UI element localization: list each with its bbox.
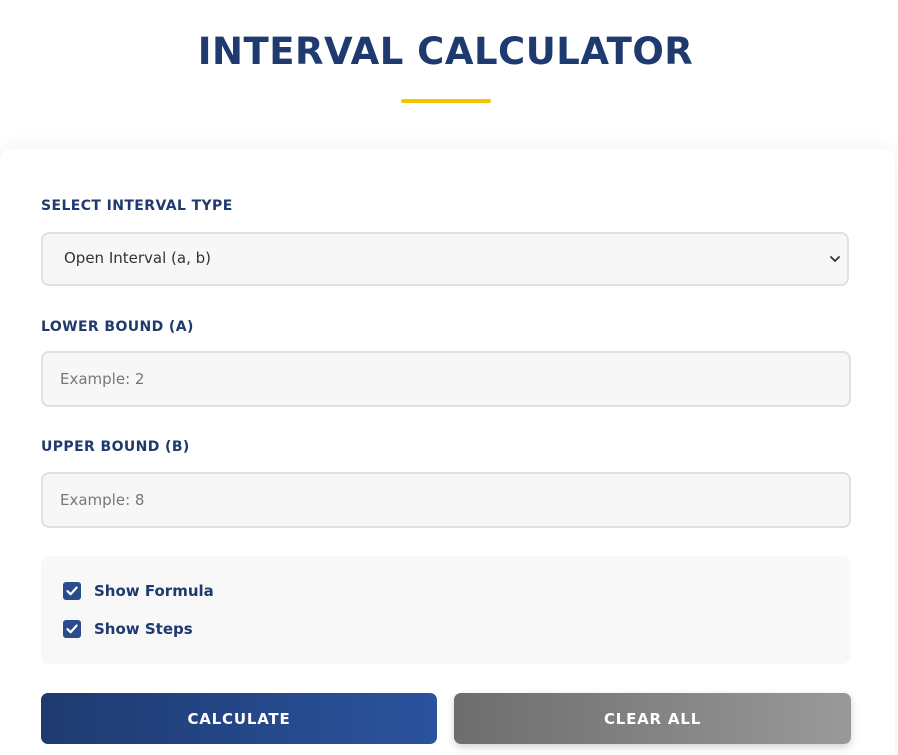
interval-type-select[interactable] — [41, 232, 849, 286]
interval-type-label: SELECT INTERVAL TYPE — [41, 198, 233, 214]
show-steps-checkbox[interactable] — [63, 620, 81, 638]
display-options-panel — [41, 556, 850, 664]
chevron-down-icon — [828, 252, 842, 266]
show-formula-label: Show Formula — [94, 582, 214, 600]
interval-type-selected-value: Open Interval (a, b) — [64, 249, 211, 267]
lower-bound-input[interactable] — [41, 351, 851, 407]
clear-all-button[interactable]: CLEAR ALL — [454, 693, 851, 744]
checkmark-icon — [65, 622, 79, 636]
show-formula-option[interactable] — [63, 581, 214, 601]
show-steps-label: Show Steps — [94, 620, 193, 638]
title-accent-underline — [401, 99, 491, 103]
lower-bound-label: LOWER BOUND (A) — [41, 319, 194, 335]
show-steps-option[interactable] — [63, 619, 193, 639]
checkmark-icon — [65, 584, 79, 598]
upper-bound-input[interactable] — [41, 472, 851, 528]
calculate-button[interactable]: CALCULATE — [41, 693, 437, 744]
upper-bound-label: UPPER BOUND (B) — [41, 439, 190, 455]
page-title: INTERVAL CALCULATOR — [197, 30, 694, 73]
show-formula-checkbox[interactable] — [63, 582, 81, 600]
